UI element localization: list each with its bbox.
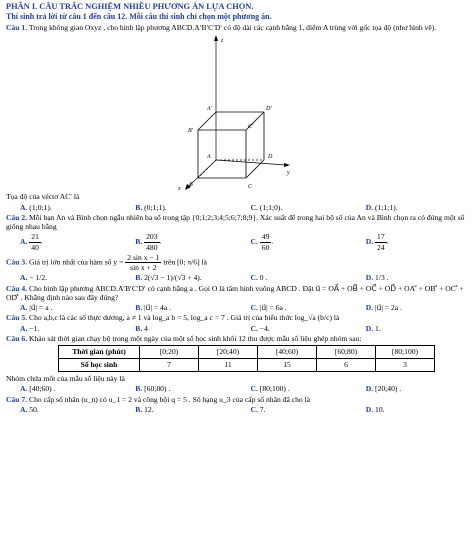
question-6-options	[6, 384, 467, 393]
option-c[interactable]: C. |u⃗| = 6a .	[250, 303, 287, 312]
option-c[interactable]: C. (1;1;0).	[250, 202, 283, 212]
option-b[interactable]: B. 4	[135, 323, 148, 333]
vertex-D-label: D	[268, 154, 273, 161]
table-header: Thời gian (phút)	[59, 346, 140, 359]
question-5-label: Câu 5.	[6, 313, 28, 323]
option-b[interactable]: B. (0;1;1).	[135, 202, 167, 212]
table-row	[59, 359, 435, 372]
option-d[interactable]: D. [20;40) .	[365, 384, 402, 394]
question-1-label: Câu 1.	[6, 23, 28, 32]
vertex-A1-label: A′	[207, 106, 212, 113]
option-a[interactable]: A. − 1/2.	[20, 273, 48, 283]
question-3-options	[6, 273, 467, 282]
table-cell: 15	[258, 359, 317, 372]
question-4-options	[6, 303, 467, 312]
axis-z-label: z	[221, 38, 224, 45]
question-4	[6, 284, 467, 303]
option-a[interactable]: A. |u⃗| = a .	[20, 303, 53, 312]
option-a[interactable]: A. [40;60) .	[20, 384, 56, 394]
question-6	[6, 334, 467, 343]
table-header: Số học sinh	[59, 359, 140, 372]
question-6-label: Câu 6.	[6, 333, 28, 343]
question-7	[6, 395, 467, 404]
question-4-label: Câu 4.	[6, 283, 28, 293]
vertex-D1-label: D′	[266, 106, 272, 113]
option-c[interactable]: C. 0 .	[250, 273, 268, 283]
table-cell: 3	[376, 359, 435, 372]
question-2	[6, 213, 467, 232]
vertex-B1-label: B′	[188, 128, 193, 135]
vertex-C-label: C	[248, 184, 253, 191]
option-b[interactable]: B. $\frac{203}{480}$ .	[135, 232, 162, 252]
table-cell: [60;80)	[317, 346, 376, 359]
part-title: PHẦN I. CÂU TRẮC NGHIỆM NHIỀU PHƯƠNG ÁN LỰA CHỌN.	[6, 2, 254, 11]
table-cell: [0;20)	[140, 346, 199, 359]
option-d[interactable]: D. 1.	[365, 323, 381, 333]
option-a[interactable]: A. 50.	[20, 404, 39, 414]
option-c[interactable]: C. [80;100) .	[250, 384, 290, 394]
option-c[interactable]: C. −4.	[250, 323, 270, 333]
question-1	[6, 23, 467, 32]
table-row	[59, 346, 435, 359]
question-5-text: Cho a,b,c là các số thực dương, a ≠ 1 và log_a b = 5, log_a c = 7 . Giá trị của biểu thức log_√a (b/c) là	[29, 313, 340, 323]
question-7-options	[6, 405, 467, 414]
question-3-label: Câu 3.	[6, 257, 28, 267]
option-d[interactable]: D. 10.	[365, 404, 385, 414]
question-4-text: Cho hình lập phương ABCD.A′B′C′D′ có cạnh bằng a . Gọi O là tâm hình vuông ABCD . Đặt u⃗ = OA⃗ + OB⃗ + OC⃗ + OD⃗ + OA′⃗ + OB′⃗ + OC′⃗ + OD′⃗ . Khẳng định nào sau đây đúng?	[6, 283, 464, 302]
option-b[interactable]: B. 12.	[135, 404, 154, 414]
table-cell: [80;100)	[376, 346, 435, 359]
option-d[interactable]: D. (1;1;1).	[365, 202, 398, 212]
frequency-table	[58, 345, 435, 372]
vertex-A-label: A	[207, 154, 211, 161]
question-5-options	[6, 324, 467, 333]
axis-y-label: y	[287, 170, 290, 177]
part-instruction: Thí sinh trả lời từ câu 1 đến câu 12. Mỗi câu thí sinh chỉ chọn một phương án.	[6, 12, 272, 22]
question-7-label: Câu 7.	[6, 394, 28, 404]
option-b[interactable]: B. [60;80) .	[135, 384, 171, 394]
question-7-text: Cho cấp số nhân (u_n) có u_1 = 2 và công bội q = 5 . Số hạng u_3 của cấp số nhân đã cho là	[29, 394, 311, 404]
table-cell: 6	[317, 359, 376, 372]
question-2-label: Câu 2.	[6, 212, 28, 222]
option-a[interactable]: A. $\frac{21}{40}$ .	[20, 232, 43, 252]
question-1-stem: Tọa độ của véctơ AC′ là	[6, 192, 80, 202]
vertex-C1-label: C′	[248, 124, 254, 131]
question-2-options	[6, 232, 467, 252]
question-1-options	[6, 203, 467, 212]
question-6-text: Khảo sát thời gian chạy bộ trong một ngày của một số học sinh khối 12 thu được mẫu số liệu ghép nhóm sau:	[29, 333, 362, 343]
option-d[interactable]: D. 1/3 .	[365, 273, 389, 283]
option-b[interactable]: B. 2(√3 − 1)/(√3 + 4).	[135, 273, 202, 283]
question-3: Câu 3. Giá trị lớn nhất của hàm số y = $\frac{\text{2 sin x − 1}}{\text{sin x + 2}}$ trên [0; π/6] là	[6, 252, 207, 272]
option-a[interactable]: A. (1;0;1).	[20, 202, 52, 212]
option-b[interactable]: B. |u⃗| = 4a .	[135, 303, 172, 312]
table-cell: [40;60)	[258, 346, 317, 359]
table-cell: [20;40)	[199, 346, 258, 359]
question-6-stem: Nhóm chứa mốt của mẫu số liệu này là	[6, 374, 125, 383]
question-5	[6, 313, 467, 322]
cube-diagram	[174, 32, 314, 192]
axis-x-label: x	[178, 186, 181, 193]
option-d[interactable]: D. |u⃗| = 2a .	[365, 303, 402, 312]
option-c[interactable]: C. 7.	[250, 404, 266, 414]
question-1-text: Trong không gian Oxyz , cho hình lập phương ABCD.A′B′C′D′ có độ dài các cạnh bằng 1, điểm A trùng với gốc tọa độ (như hình vẽ).	[28, 23, 437, 32]
vertex-B-label: B	[189, 182, 193, 189]
option-c[interactable]: C. $\frac{49}{60}$ .	[250, 232, 274, 252]
question-2-text: Mỗi bạn An và Bình chọn ngẫu nhiên ba số trong tập {0;1;2;3;4;5;6;7;8;9}. Xác suất để trong hai bộ số của An và Bình chọn ra có đúng một số giống nhau bằng	[6, 212, 465, 231]
table-cell: 11	[199, 359, 258, 372]
option-d[interactable]: D. $\frac{17}{24}$ .	[365, 232, 389, 252]
cube-figure	[6, 32, 467, 192]
table-cell: 7	[140, 359, 199, 372]
option-a[interactable]: A. −1.	[20, 323, 40, 333]
